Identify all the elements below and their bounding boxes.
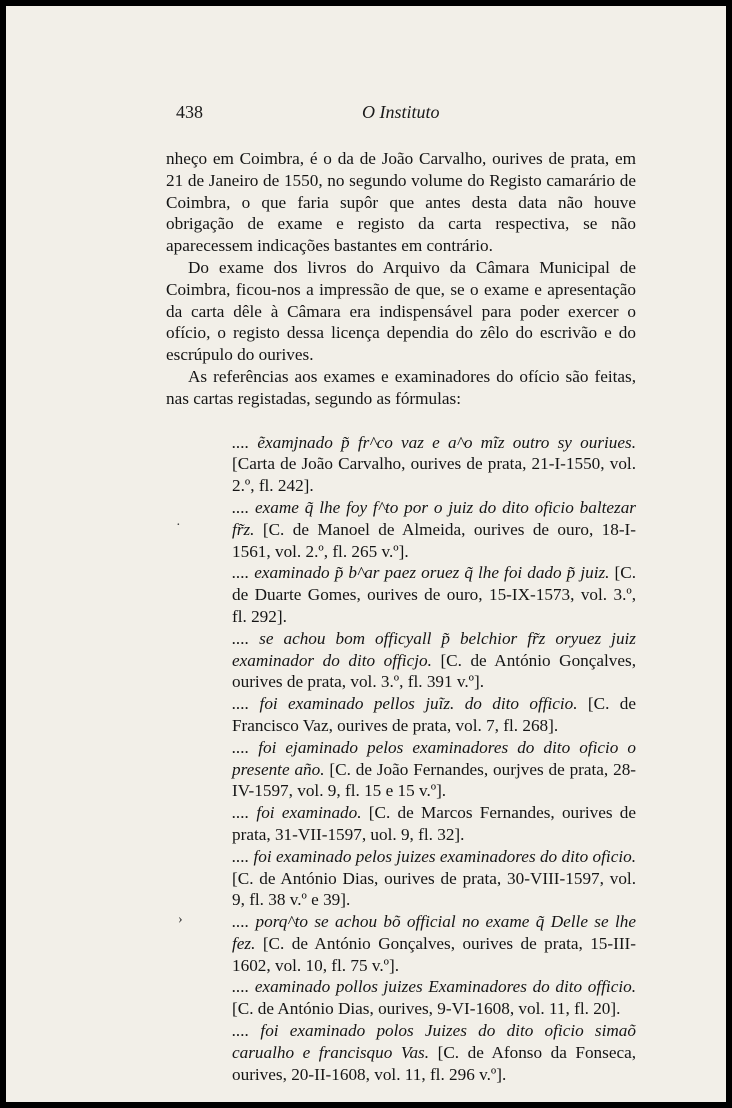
running-title: O Instituto	[362, 102, 440, 122]
reference-entry	[166, 1020, 636, 1085]
reference-quote: .... foi examinado polos Juizes do dito oficio simaõ carualho e francisquo Vas.	[232, 1021, 636, 1062]
reference-citation: [C. de António Gonçalves, ourives de prata, vol. 3.º, fl. 391 v.º].	[232, 650, 637, 692]
reference-citation: [C. de António Dias, ourives, 9-VI-1608, vol. 11, fl. 20].	[232, 999, 621, 1019]
reference-quote: .... foi examinado pellos juĩz. do dito officio.	[232, 694, 578, 714]
page-header	[176, 102, 636, 126]
margin-mark: ›	[178, 912, 183, 927]
reference-quote: .... examinado p̃ b^ar paez oruez q̃ lhe foi dado p̃ juiz.	[232, 563, 610, 583]
margin-mark: ·	[176, 518, 181, 533]
reference-quote: .... se achou bom officyall p̃ belchior fr̃z oryuez juiz examinador do dito officjo.	[232, 628, 636, 670]
reference-citation: [C. de Francisco Vaz, ourives de prata, vol. 7, fl. 268].	[232, 694, 636, 735]
reference-citation: [C. de Afonso da Fonseca, ourives, 20-II-1608, vol. 11, fl. 296 v.º].	[232, 1042, 637, 1084]
reference-quote: .... porq^to se achou bõ official no exame q̃ Delle se lhe fez.	[232, 912, 636, 953]
reference-entry	[166, 628, 636, 693]
reference-entry	[166, 497, 636, 562]
reference-entry	[166, 976, 636, 1020]
reference-citation: [C. de Marcos Fernandes, ourives de prata, 31-VII-1597, uol. 9, fl. 32].	[232, 803, 636, 844]
reference-entry	[166, 846, 636, 911]
reference-entry	[166, 802, 636, 846]
reference-quote: .... foi examinado pelos juizes examinadores do dito oficio.	[232, 846, 636, 866]
reference-citation: [C. de António Dias, ourives de prata, 30-VIII-1597, vol. 9, fl. 38 v.º e 39].	[232, 868, 636, 910]
reference-quote: .... exame q̃ lhe foy f^to por o juiz do dito oficio baltezar fr̃z.	[232, 497, 636, 539]
reference-entry	[166, 737, 636, 802]
reference-entry	[166, 911, 636, 976]
reference-citation: [C. de Duarte Gomes, ourives de ouro, 15-IX-1573, vol. 3.º, fl. 292].	[232, 563, 637, 626]
reference-citation: [C. de Manoel de Almeida, ourives de ouro, 18-I-1561, vol. 2.º, fl. 265 v.º].	[232, 519, 636, 561]
reference-quote: .... examinado pollos juizes Examinadores do dito officio.	[232, 977, 636, 997]
paragraph: Do exame dos livros do Arquivo da Câmara Municipal de Coimbra, ficou-nos a impressão de que, se o exame e apresentação da carta dêle à Câmara era indispensável para poder exercer o ofício, o registo dessa licença dependia do zêlo do escrivão e do escrúpulo do ourives.	[166, 257, 636, 365]
reference-citation: [Carta de João Carvalho, ourives de prata, 21-I-1550, vol. 2.º, fl. 242].	[232, 454, 636, 496]
page-body	[166, 148, 636, 1085]
reference-quote: .... foi examinado.	[232, 803, 362, 823]
reference-citation: [C. de João Fernandes, ourjves de prata, 28-IV-1597, vol. 9, fl. 15 e 15 v.º].	[232, 759, 637, 801]
section-gap	[166, 410, 636, 432]
reference-entry	[166, 693, 636, 737]
book-page	[6, 6, 726, 1102]
reference-quote: .... foi ejaminado pelos examinadores do dito oficio o presente año.	[232, 737, 636, 779]
reference-citation: [C. de António Gonçalves, ourives de prata, 15-III-1602, vol. 10, fl. 75 v.º].	[232, 933, 637, 975]
paragraph: nheço em Coimbra, é o da de João Carvalho, ourives de prata, em 21 de Janeiro de 1550, no segundo volume do Registo camarário de Coimbra, o que faria supôr que antes desta data não houve obrigação de exame e registo da carta respectiva, se não aparecessem indicações bastantes em contrário.	[166, 149, 636, 256]
page-number: 438	[176, 102, 203, 122]
paragraph: As referências aos exames e examinadores do ofício são feitas, nas cartas registadas, segundo as fórmulas:	[166, 366, 636, 408]
reference-quote: .... ẽxamjnado p̃ fr^co vaz e a^o mĩz outro sy ouriues.	[232, 432, 636, 452]
reference-entry	[166, 432, 636, 497]
reference-entry	[166, 562, 636, 627]
